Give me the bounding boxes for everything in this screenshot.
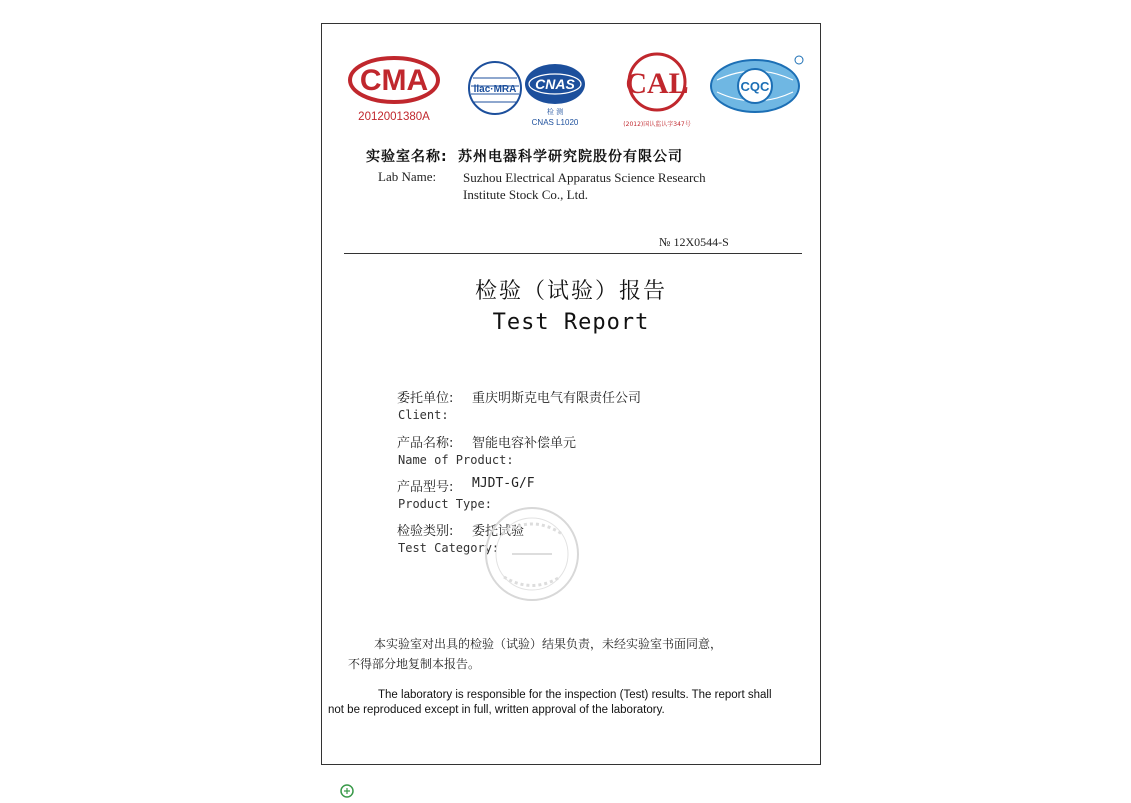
cqc-logo-text: CQC [740,79,770,94]
cma-logo-code: 2012001380A [358,111,430,123]
cnas-logo-code: CNAS L1020 [531,118,579,127]
client-value: 重庆明斯克电气有限责任公司 [472,391,642,406]
cal-logo-icon [617,52,697,132]
cnas-logo-text: CNAS [535,76,575,92]
lab-name-cn: 苏州电器科学研究院股份有限公司 [458,149,683,165]
ilac-cnas-logo-icon [467,58,589,130]
product-type-value: MJDT-G/F [472,476,535,491]
statement-cn-line2: 不得部分地复制本报告。 [348,657,481,671]
cqc-logo-icon [707,52,807,132]
seal-stamp-icon [472,499,592,609]
cma-logo-text: CMA [359,64,429,97]
cnas-logo-sub: 检 测 [546,108,564,116]
lab-name-en-line1: Suzhou Electrical Apparatus Science Research [463,170,706,185]
report-page [321,23,821,765]
product-name-value: 智能电容补偿单元 [472,436,577,451]
product-name-label-en: Name of Product: [398,453,514,467]
cma-logo-icon [348,54,440,126]
lab-name-label-cn: 实验室名称: [366,149,448,165]
statement-cn [348,634,808,674]
client-label-cn: 委托单位: [397,391,454,406]
lab-name-en-line2: Institute Stock Co., Ltd. [463,187,588,202]
footer-mark-icon [340,784,354,798]
lab-name-en [463,169,763,203]
product-name-label-cn: 产品名称: [397,436,454,451]
header-divider [344,253,802,254]
lab-name-label-en: Lab Name: [378,169,437,184]
test-category-value: 委托试验 [472,524,525,539]
title-en: Test Report [492,310,650,335]
test-category-label-en: Test Category: [398,541,500,555]
client-label-en: Client: [398,408,449,422]
statement-en-line1: The laboratory is responsible for the inspection (Test) results. The report shall [378,689,772,701]
product-type-label-cn: 产品型号: [397,480,454,495]
cal-logo-code: (2012)国认监认字347号 [623,121,691,128]
ilac-logo-text: ilac·MRA [473,84,517,95]
report-number: № 12X0544-S [659,235,729,249]
statement-en-line2: not be reproduced except in full, written approval of the laboratory. [328,704,665,716]
statement-cn-line1: 本实验室对出具的检验（试验）结果负责，未经实验室书面同意， [374,637,723,651]
statement-en [328,688,816,718]
title-cn: 检验（试验）报告 [474,279,667,304]
test-category-label-cn: 检验类别: [397,524,454,539]
product-type-label-en: Product Type: [398,497,492,511]
cal-logo-text: CAL [625,67,689,100]
